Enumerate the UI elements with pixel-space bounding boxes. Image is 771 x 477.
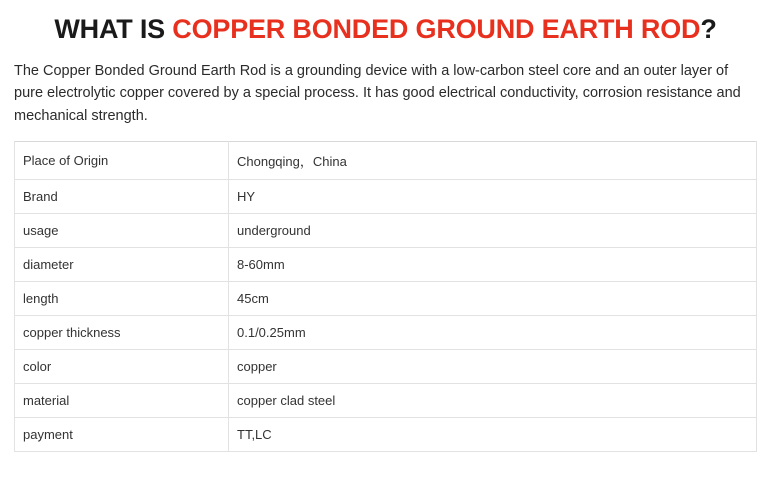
page-title-suffix: ? [700,14,717,44]
spec-value: underground [229,214,757,248]
spec-key: copper thickness [15,316,229,350]
page-title-prefix: WHAT IS [54,14,173,44]
page-title [14,12,757,48]
spec-key: Brand [15,180,229,214]
spec-value: 0.1/0.25mm [229,316,757,350]
specification-table [14,141,757,452]
table-row [15,214,757,248]
spec-value: copper [229,350,757,384]
spec-key: diameter [15,248,229,282]
table-row [15,248,757,282]
page-title-accent: COPPER BONDED GROUND EARTH ROD [172,14,701,44]
spec-value: TT,LC [229,418,757,452]
spec-value: 8-60mm [229,248,757,282]
spec-key: Place of Origin [15,142,229,180]
specification-table-body [15,142,757,452]
spec-value: 45cm [229,282,757,316]
table-row [15,316,757,350]
spec-key: length [15,282,229,316]
spec-key: payment [15,418,229,452]
table-row [15,180,757,214]
spec-value: copper clad steel [229,384,757,418]
spec-key: material [15,384,229,418]
table-row [15,350,757,384]
table-row [15,142,757,180]
spec-value: HY [229,180,757,214]
table-row [15,384,757,418]
spec-value: Chongqing，China [229,142,757,180]
intro-paragraph: The Copper Bonded Ground Earth Rod is a grounding device with a low-carbon steel core and an outer layer of pure electrolytic copper covered by a special process. It has good electrical conductivity, corrosion resistance and mechanical strength. [14,62,741,124]
spec-key: color [15,350,229,384]
table-row [15,282,757,316]
table-row [15,418,757,452]
spec-key: usage [15,214,229,248]
